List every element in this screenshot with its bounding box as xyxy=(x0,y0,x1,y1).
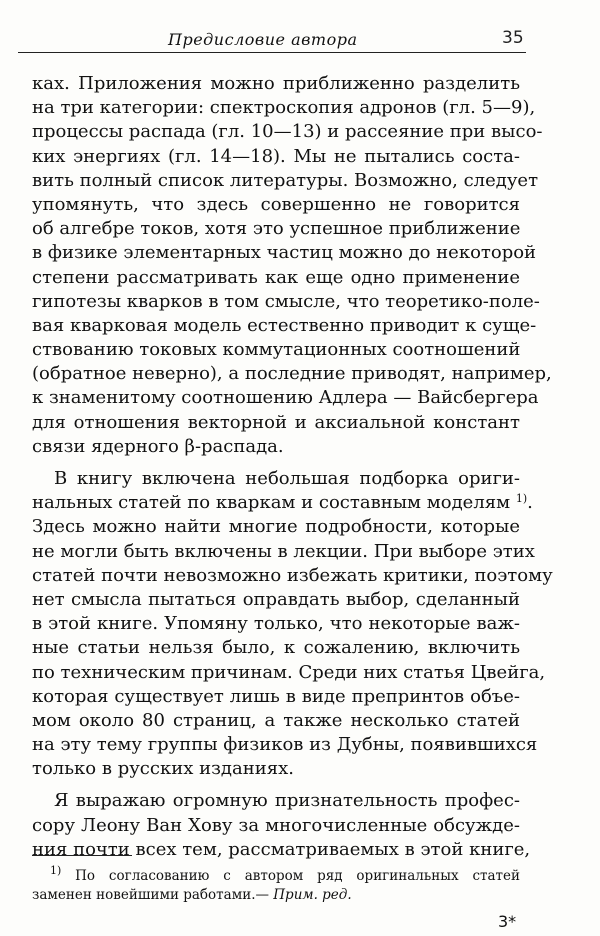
text-line: для отношения векторной и аксиальной констант xyxy=(32,411,520,433)
footnote-reference-tail: . xyxy=(527,492,533,514)
text-line: ния почти всех тем, рассматриваемых в этой книге, xyxy=(32,838,531,860)
text-line: ках. Приложения можно приближенно разделить xyxy=(32,73,520,94)
paragraph-2 xyxy=(32,467,553,781)
text-line: мом около 80 страниц, а также несколько статей xyxy=(32,709,520,731)
paragraph-gap xyxy=(32,459,520,467)
footnote-line xyxy=(32,886,520,905)
text-line: только в русских изданиях. xyxy=(32,758,294,780)
text-line: не могли быть включены в лекции. При выборе этих xyxy=(32,540,535,562)
text-line: в физике элементарных частиц можно до некоторой xyxy=(32,242,537,264)
text-line: сору Леону Ван Хову за многочисленные обсужде- xyxy=(32,814,520,836)
text-line: процессы распада (гл. 10—13) и рассеяние при высо- xyxy=(32,121,543,143)
signature-mark: 3* xyxy=(498,912,517,931)
text-line: вая кварковая модель естественно приводит к суще- xyxy=(32,314,537,336)
text-line: об алгебре токов, хотя это успешное приближение xyxy=(32,218,521,240)
text-line: к знаменитому соотношению Адлера — Вайсбергера xyxy=(32,387,539,409)
running-title: Предисловие автора xyxy=(168,30,358,49)
text-line: которая существует лишь в виде препринтов объе- xyxy=(32,685,520,707)
paragraph-1 xyxy=(32,72,552,459)
text-line-content: нальных статей по кваркам и составным моделям xyxy=(32,492,516,514)
text-line: ствованию токовых коммутационных соотношений xyxy=(32,339,521,361)
text-line: вить полный список литературы. Возможно, следует xyxy=(32,169,539,191)
footnote-text: заменен новейшими работами.— xyxy=(32,887,274,903)
footnote-text: По согласованию с автором ряд оригинальных статей xyxy=(61,868,520,884)
text-line: на три категории: спектроскопия адронов (гл. 5—9), xyxy=(32,97,536,119)
text-line: ких энергиях (гл. 14—18). Мы не пытались соста- xyxy=(32,145,520,167)
header-rule xyxy=(18,52,526,53)
paragraph-gap xyxy=(32,781,520,789)
text-line: на эту тему группы физиков из Дубны, появившихся xyxy=(32,734,538,756)
text-line: Здесь можно найти многие подробности, которые xyxy=(32,516,520,538)
footnote-marker: 1) xyxy=(50,864,62,877)
running-header xyxy=(18,22,526,54)
text-line: Я выражаю огромную признательность профес- xyxy=(54,790,520,812)
text-line: упомянуть, что здесь совершенно не говорится xyxy=(32,193,520,215)
text-line: в этой книге. Упомяну только, что некоторые важ- xyxy=(32,613,520,635)
text-line: по техническим причинам. Среди них статья Цвейга, xyxy=(32,661,546,683)
text-line: связи ядерного β-распада. xyxy=(32,435,284,457)
text-line: (обратное неверно), а последние приводят, например, xyxy=(32,363,552,385)
editor-note: Прим. ред. xyxy=(273,887,352,903)
body-text xyxy=(32,72,553,862)
footnote-reference[interactable]: 1) xyxy=(515,492,528,506)
text-line: ные статьи нельзя было, к сожалению, включить xyxy=(32,637,520,659)
text-line: статей почти невозможно избежать критики, поэтому xyxy=(32,564,553,586)
text-line: В книгу включена небольшая подборка ориги- xyxy=(54,468,520,489)
footnote-line xyxy=(32,864,520,886)
paragraph-3 xyxy=(32,789,531,862)
text-line-with-footnote xyxy=(32,491,533,515)
footnote xyxy=(32,864,520,905)
text-line: степени рассматривать как еще одно применение xyxy=(32,266,520,288)
text-line: гипотезы кварков в том смысле, что теоретико-поле- xyxy=(32,290,540,312)
footnote-rule xyxy=(32,855,132,856)
text-line: нет смысла пытаться оправдать выбор, сделанный xyxy=(32,588,520,610)
page-number: 35 xyxy=(502,28,524,48)
